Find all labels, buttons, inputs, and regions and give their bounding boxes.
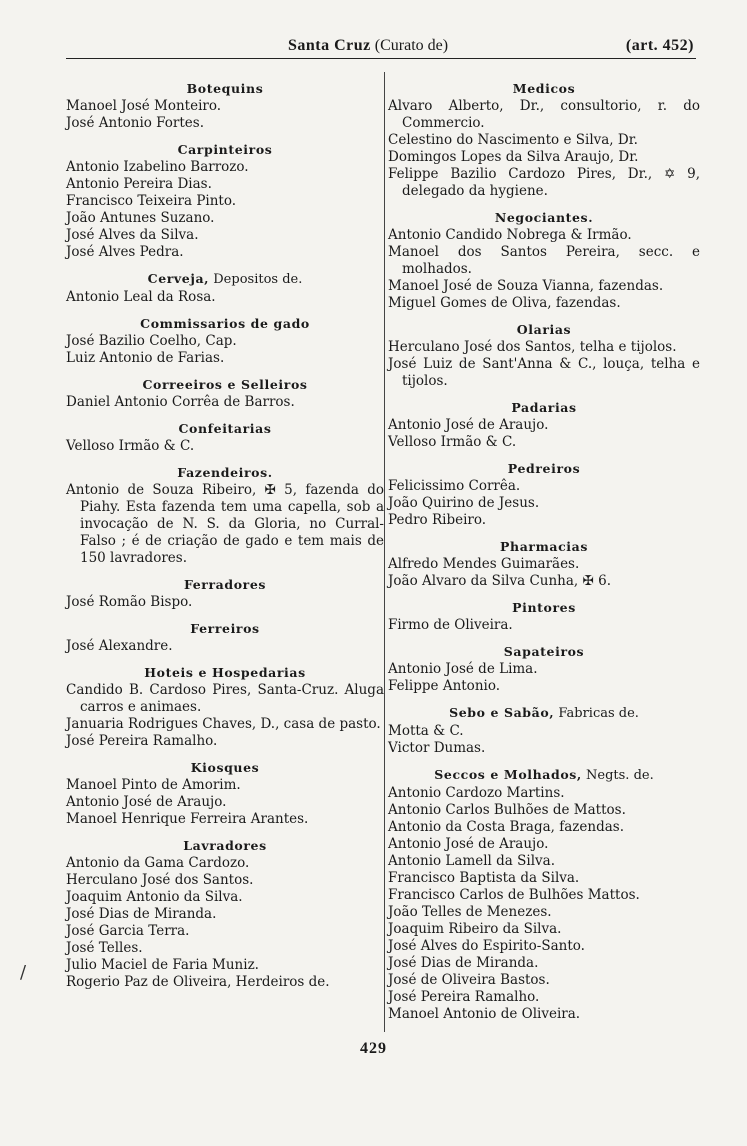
directory-entry: Velloso Irmão & C.	[66, 438, 195, 454]
header-title	[288, 37, 448, 55]
section-heading-sub: Fabricas de.	[554, 706, 639, 721]
directory-entry: Antonio Izabelino Barrozo.	[66, 159, 249, 175]
directory-entry: Alvaro Alberto, Dr., consultorio, r. do Commercio.	[388, 98, 700, 131]
section-heading	[388, 599, 700, 616]
section-heading	[388, 80, 700, 97]
section-heading-text: Sebo e Sabão,	[449, 705, 555, 720]
directory-entry: Antonio José de Lima.	[388, 661, 538, 677]
section-heading	[66, 80, 384, 97]
section-seccos-e-molhados	[388, 766, 700, 1023]
section-medicos	[388, 80, 700, 200]
directory-entry: Antonio José de Araujo.	[388, 836, 549, 852]
section-ferreiros	[66, 620, 384, 655]
directory-entry: Manoel dos Santos Pereira, secc. e molhados.	[388, 244, 700, 277]
directory-entry: José Alves do Espirito-Santo.	[388, 938, 585, 954]
section-confeitarias	[66, 420, 384, 455]
page-number: 429	[360, 1040, 387, 1057]
section-sapateiros	[388, 643, 700, 695]
section-correeiros-e-selleiros	[66, 376, 384, 411]
section-pharmacias	[388, 538, 700, 590]
section-heading	[388, 321, 700, 338]
directory-entry: José Alves Pedra.	[66, 244, 184, 260]
section-botequins	[66, 80, 384, 132]
section-padarias	[388, 399, 700, 451]
directory-entry: Antonio Cardozo Martins.	[388, 785, 565, 801]
running-header	[66, 34, 696, 59]
section-heading-text: Negociantes.	[494, 210, 594, 225]
section-negociantes	[388, 209, 700, 312]
directory-entry: Herculano José dos Santos.	[66, 872, 254, 888]
section-heading-text: Fazendeiros.	[177, 465, 273, 480]
section-heading-text: Pedreiros	[507, 461, 581, 476]
directory-entry: Firmo de Oliveira.	[388, 617, 513, 633]
section-heading	[66, 315, 384, 332]
directory-entry: Luiz Antonio de Farias.	[66, 350, 225, 366]
directory-entry: Manoel Antonio de Oliveira.	[388, 1006, 581, 1022]
section-heading	[388, 704, 700, 722]
section-heading-text: Lavradores	[183, 838, 267, 853]
directory-entry: Miguel Gomes de Oliva, fazendas.	[388, 295, 621, 311]
directory-entry: José Pereira Ramalho.	[66, 733, 218, 749]
directory-entry: Antonio Carlos Bulhões de Mattos.	[388, 802, 626, 818]
directory-entry: Felippe Antonio.	[388, 678, 501, 694]
section-pintores	[388, 599, 700, 634]
directory-entry: José Telles.	[66, 940, 143, 956]
directory-entry: José Dias de Miranda.	[66, 906, 217, 922]
section-heading-text: Olarias	[516, 322, 572, 337]
section-ferradores	[66, 576, 384, 611]
directory-entry: Joaquim Ribeiro da Silva.	[388, 921, 562, 937]
section-heading	[388, 209, 700, 226]
directory-entry: José de Oliveira Bastos.	[388, 972, 550, 988]
directory-entry: João Alvaro da Silva Cunha, ✠ 6.	[388, 573, 611, 589]
directory-entry: Manoel José Monteiro.	[66, 98, 222, 114]
section-sebo-e-sabao	[388, 704, 700, 757]
section-heading-text: Sapateiros	[503, 644, 585, 659]
directory-entry: José Alexandre.	[66, 638, 173, 654]
directory-entry: Manoel José de Souza Vianna, fazendas.	[388, 278, 664, 294]
section-heading-sub: Depositos de.	[209, 272, 303, 287]
directory-entry: Velloso Irmão & C.	[388, 434, 517, 450]
section-heading	[66, 420, 384, 437]
directory-entry: Daniel Antonio Corrêa de Barros.	[66, 394, 295, 410]
directory-entry: Felippe Bazilio Cardozo Pires, Dr., ✡ 9, delegado da hygiene.	[388, 166, 700, 199]
section-heading	[388, 460, 700, 477]
section-heading-text: Medicos	[512, 81, 576, 96]
section-heading-text: Pharmacias	[500, 539, 588, 554]
directory-entry: Joaquim Antonio da Silva.	[66, 889, 243, 905]
section-carpinteiros	[66, 141, 384, 261]
directory-entry: José Alves da Silva.	[66, 227, 199, 243]
section-heading	[66, 620, 384, 637]
section-heading-text: Correeiros e Selleiros	[142, 377, 308, 392]
directory-entry: Antonio Lamell da Silva.	[388, 853, 555, 869]
header-article: (art. 452)	[625, 37, 694, 54]
directory-entry: João Antunes Suzano.	[66, 210, 215, 226]
section-heading-text: Kiosques	[190, 760, 260, 775]
directory-entry: Candido B. Cardoso Pires, Santa-Cruz. Aluga carros e animaes.	[66, 682, 384, 715]
directory-entry: Antonio da Costa Braga, fazendas.	[388, 819, 625, 835]
section-cerveja	[66, 270, 384, 306]
column-divider	[384, 72, 385, 1032]
directory-entry: José Antonio Fortes.	[66, 115, 205, 131]
right-column	[388, 80, 700, 1032]
directory-entry: Victor Dumas.	[388, 740, 486, 756]
section-heading-text: Ferradores	[183, 577, 267, 592]
section-heading-text: Ferreiros	[190, 621, 260, 636]
section-fazendeiros	[66, 464, 384, 567]
section-lavradores	[66, 837, 384, 991]
directory-entry: José Garcia Terra.	[66, 923, 190, 939]
directory-entry: Antonio Pereira Dias.	[66, 176, 212, 192]
header-subtitle: (Curato de)	[374, 37, 449, 54]
section-heading	[388, 399, 700, 416]
directory-entry: Rogerio Paz de Oliveira, Herdeiros de.	[66, 974, 330, 990]
section-heading	[66, 464, 384, 481]
directory-entry: Motta & C.	[388, 723, 464, 739]
section-heading-text: Commissarios de gado	[140, 316, 310, 331]
section-heading-text: Hoteis e Hospedarias	[144, 665, 306, 680]
directory-entry: Antonio José de Araujo.	[66, 794, 227, 810]
directory-entry: Alfredo Mendes Guimarães.	[388, 556, 580, 572]
directory-entry: José Pereira Ramalho.	[388, 989, 540, 1005]
directory-entry: Manoel Henrique Ferreira Arantes.	[66, 811, 309, 827]
section-heading	[66, 376, 384, 393]
directory-entry: Manoel Pinto de Amorim.	[66, 777, 241, 793]
directory-entry: Herculano José dos Santos, telha e tijolos.	[388, 339, 677, 355]
section-heading-text: Carpinteiros	[177, 142, 273, 157]
stray-mark: /	[20, 962, 27, 983]
directory-entry: Antonio José de Araujo.	[388, 417, 549, 433]
section-kiosques	[66, 759, 384, 828]
section-heading	[66, 664, 384, 681]
left-column	[66, 80, 384, 1000]
section-hoteis-e-hospedarias	[66, 664, 384, 750]
section-heading-sub: Negts. de.	[581, 768, 654, 783]
directory-entry: Pedro Ribeiro.	[388, 512, 487, 528]
section-heading-text: Seccos e Molhados,	[434, 767, 582, 782]
directory-entry: Antonio Leal da Rosa.	[66, 289, 216, 305]
directory-entry: Domingos Lopes da Silva Araujo, Dr.	[388, 149, 639, 165]
section-heading-text: Botequins	[186, 81, 264, 96]
section-heading-text: Padarias	[511, 400, 577, 415]
section-heading	[388, 643, 700, 660]
directory-entry: José Dias de Miranda.	[388, 955, 539, 971]
section-heading	[388, 538, 700, 555]
directory-entry: José Luiz de Sant'Anna & C., louça, telha e tijolos.	[388, 356, 700, 389]
directory-entry: João Telles de Menezes.	[388, 904, 552, 920]
directory-entry: João Quirino de Jesus.	[388, 495, 540, 511]
directory-entry: Felicissimo Corrêa.	[388, 478, 521, 494]
directory-entry: Antonio Candido Nobrega & Irmão.	[388, 227, 632, 243]
section-heading	[66, 759, 384, 776]
directory-entry: Francisco Teixeira Pinto.	[66, 193, 237, 209]
directory-entry: Antonio de Souza Ribeiro, ✠ 5, fazenda do Piahy. Esta fazenda tem uma capella, sob a invocação de N. S. da Gloria, no Curral-Falso ; é de criação de gado e tem mais de 150 lavradores.	[66, 482, 384, 566]
section-heading	[66, 576, 384, 593]
section-olarias	[388, 321, 700, 390]
directory-entry: Julio Maciel de Faria Muniz.	[66, 957, 259, 973]
directory-entry: Francisco Carlos de Bulhões Mattos.	[388, 887, 640, 903]
directory-entry: Antonio da Gama Cardozo.	[66, 855, 250, 871]
section-heading	[66, 270, 384, 288]
section-heading-text: Confeitarias	[178, 421, 272, 436]
section-heading-text: Cerveja,	[147, 271, 210, 286]
header-place: Santa Cruz	[288, 37, 371, 54]
section-heading	[66, 837, 384, 854]
section-heading	[66, 141, 384, 158]
section-pedreiros	[388, 460, 700, 529]
section-commissarios-de-gado	[66, 315, 384, 367]
directory-entry: José Romão Bispo.	[66, 594, 193, 610]
directory-entry: Celestino do Nascimento e Silva, Dr.	[388, 132, 638, 148]
section-heading-text: Pintores	[512, 600, 576, 615]
directory-entry: Januaria Rodrigues Chaves, D., casa de pasto.	[66, 716, 381, 732]
section-heading	[388, 766, 700, 784]
directory-entry: Francisco Baptista da Silva.	[388, 870, 580, 886]
directory-entry: José Bazilio Coelho, Cap.	[66, 333, 237, 349]
